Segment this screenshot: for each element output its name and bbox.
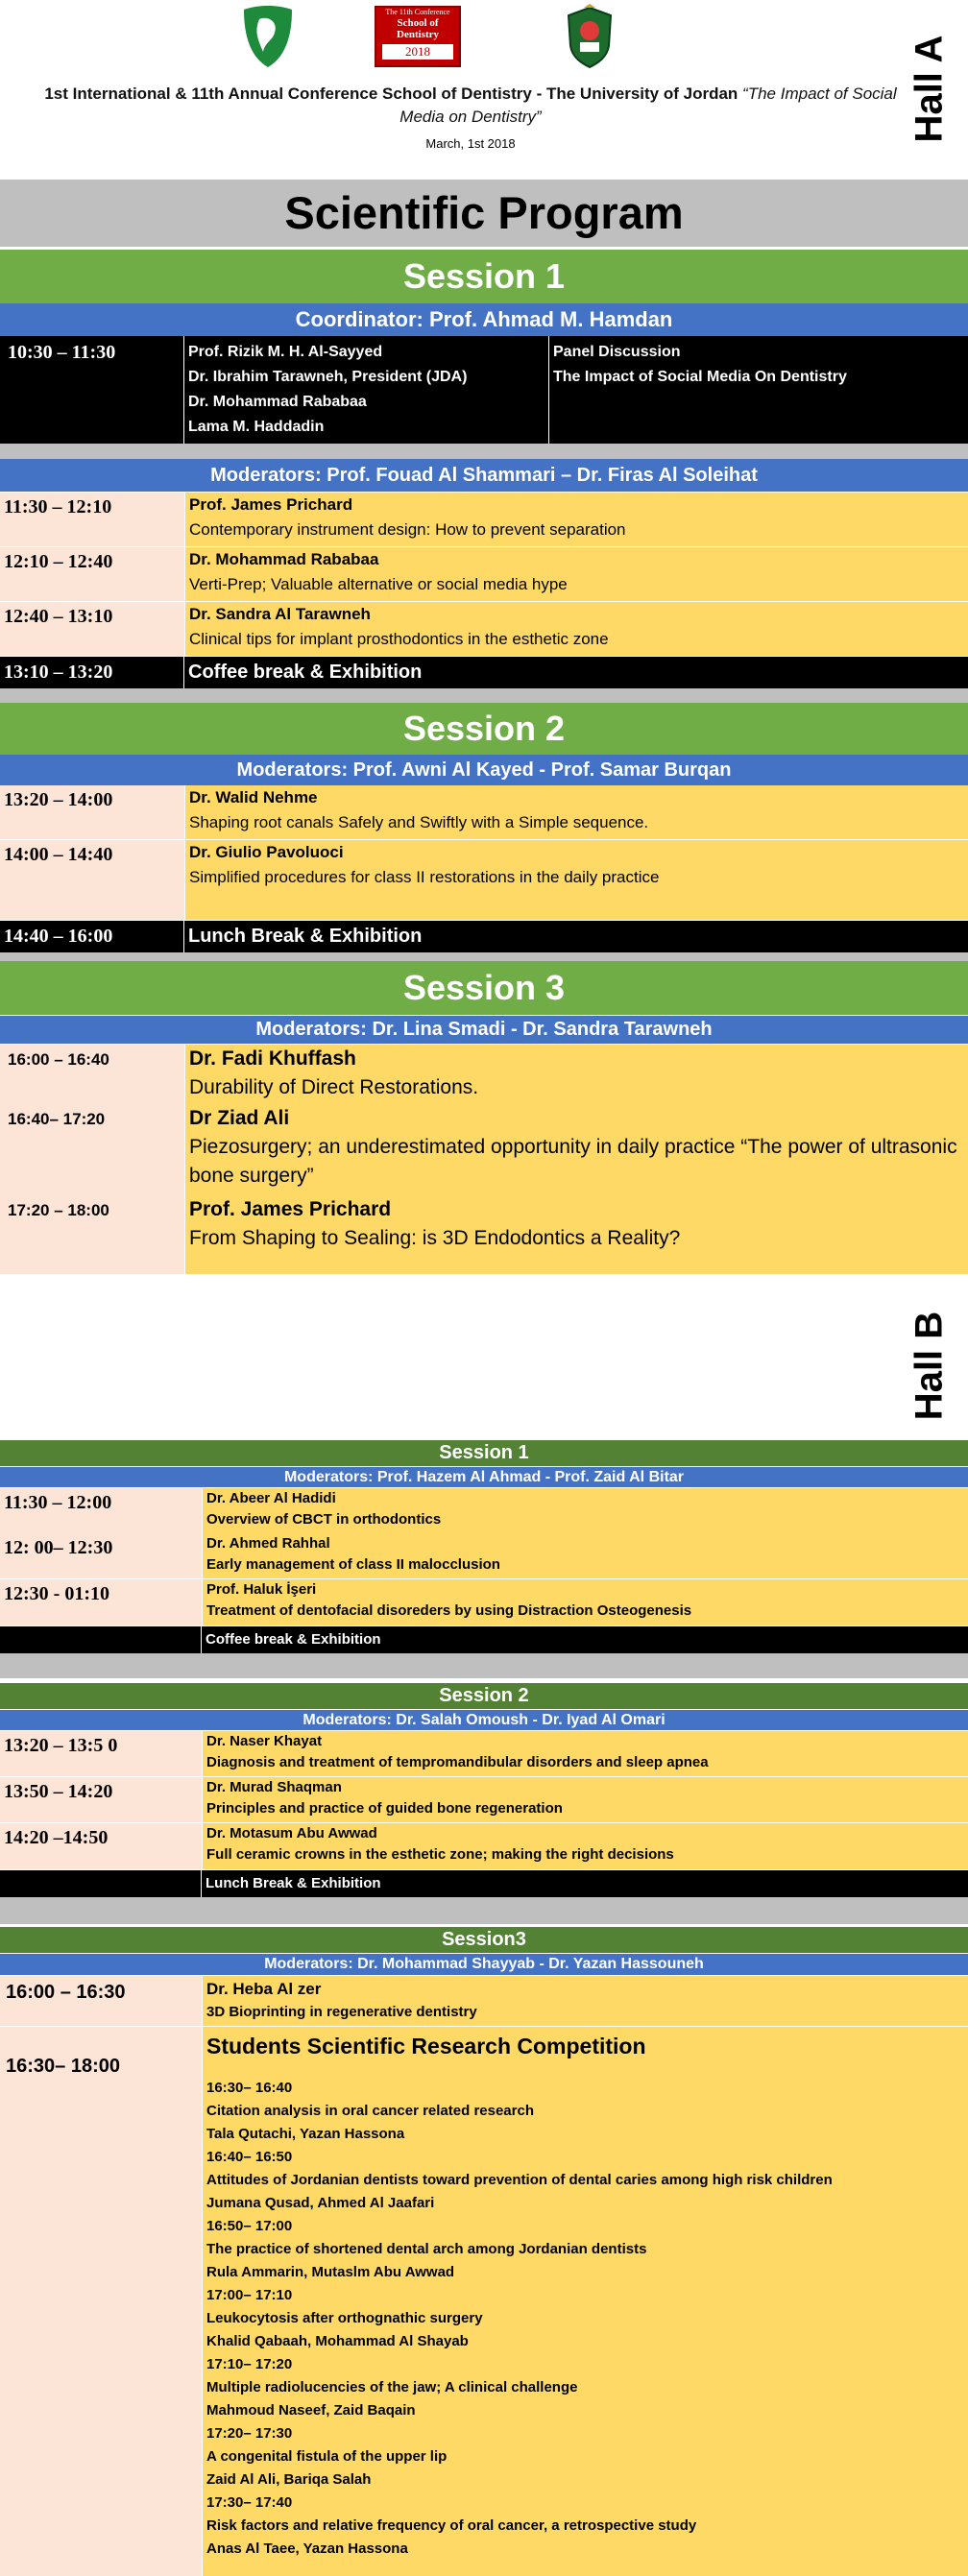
break-row <box>0 1626 968 1653</box>
talk-speaker: Dr. Naser Khayat <box>206 1733 323 1749</box>
session-title: Session3 <box>0 1927 968 1953</box>
talk-topic: Overview of CBCT in orthodontics <box>206 1511 442 1528</box>
competition-authors: Jumana Qusad, Ahmed Al Jaafari <box>206 2195 435 2211</box>
talk-content <box>202 1579 968 1625</box>
competition-authors: Zaid Al Ali, Bariqa Salah <box>206 2471 372 2488</box>
break-row <box>0 657 968 688</box>
break-time-empty <box>0 1626 202 1653</box>
talk-speaker: Prof. James Prichard <box>189 495 353 514</box>
talk-content <box>184 547 968 601</box>
talk-topic: Piezosurgery; an underestimated opportunity in daily practice “The power of ultrasonic bone surgery” <box>189 1136 957 1187</box>
break-row <box>0 921 968 952</box>
talk-content <box>184 1104 968 1195</box>
talk-time: 13:20 – 13:5 0 <box>0 1731 202 1776</box>
hall-b-label: Hall B <box>908 1311 951 1421</box>
header <box>0 0 968 178</box>
competition-time: 17:20– 17:30 <box>206 2425 293 2442</box>
talk-row <box>0 1104 968 1195</box>
program-title: Scientific Program <box>0 180 968 247</box>
separator <box>0 688 968 703</box>
talk-time: 13:20 – 14:00 <box>0 785 184 839</box>
logo-line: 2018 <box>382 44 453 60</box>
talk-speaker: Dr. Ahmed Rahhal <box>206 1535 330 1552</box>
moderators-bar: Moderators: Dr. Salah Omoush - Dr. Iyad Al Omari <box>0 1710 968 1730</box>
talk-time: 11:30 – 12:00 <box>0 1488 202 1533</box>
panel-row <box>0 336 968 444</box>
panelist: Dr. Mohammad Rababaa <box>188 394 367 410</box>
talk-speaker: Dr. Walid Nehme <box>189 788 318 807</box>
talk-speaker: Dr. Murad Shaqman <box>206 1779 342 1795</box>
talk-speaker: Dr. Heba Al zer <box>206 1980 322 1998</box>
talk-row <box>0 1976 968 2026</box>
talk-speaker: Dr. Abeer Al Hadidi <box>206 1490 336 1506</box>
talk-topic: Diagnosis and treatment of tempromandibular disorders and sleep apnea <box>206 1754 709 1770</box>
break-label: Lunch Break & Exhibition <box>206 1875 381 1891</box>
panel-people <box>184 336 549 444</box>
competition-authors: Khalid Qabaah, Mohammad Al Shayab <box>206 2333 469 2349</box>
competition-title: Leukocytosis after orthognathic surgery <box>206 2310 483 2326</box>
shield-logo-left <box>240 4 296 69</box>
panel-label: Panel Discussion <box>553 344 681 360</box>
talk-content <box>184 1045 968 1104</box>
talk-speaker: Dr. Fadi Khuffash <box>189 1047 356 1070</box>
competition-time: 17:00– 17:10 <box>206 2287 293 2303</box>
coordinator-bar: Coordinator: Prof. Ahmad M. Hamdan <box>0 303 968 336</box>
conference-headline <box>38 83 903 129</box>
competition-content <box>202 2027 968 2576</box>
competition-title: Citation analysis in oral cancer related research <box>206 2103 534 2119</box>
break-label: Coffee break & Exhibition <box>206 1631 381 1648</box>
separator <box>0 444 968 459</box>
talk-time: 12:30 - 01:10 <box>0 1579 202 1625</box>
talk-topic: 3D Bioprinting in regenerative dentistry <box>206 2004 477 2020</box>
talk-row <box>0 493 968 546</box>
competition-title: The practice of shortened dental arch among Jordanian dentists <box>206 2241 647 2257</box>
talk-time: 12: 00– 12:30 <box>0 1533 202 1578</box>
panel-time: 10:30 – 11:30 <box>0 336 184 444</box>
talk-speaker: Dr Ziad Ali <box>189 1107 290 1129</box>
competition-title: Risk factors and relative frequency of oral cancer, a retrospective study <box>206 2517 697 2534</box>
talk-content <box>202 1777 968 1822</box>
talk-topic: From Shaping to Sealing: is 3D Endodontics a Reality? <box>189 1227 681 1249</box>
talk-content <box>184 602 968 656</box>
moderators-bar: Moderators: Prof. Awni Al Kayed - Prof. Samar Burqan <box>0 755 968 785</box>
talk-content <box>184 785 968 839</box>
competition-time: 16:30– 18:00 <box>0 2027 202 2576</box>
break-time: 13:10 – 13:20 <box>0 657 184 688</box>
talk-content <box>184 1195 968 1274</box>
talk-topic: Shaping root canals Safely and Swiftly with a Simple sequence. <box>189 813 649 831</box>
separator <box>0 1653 968 1678</box>
talk-content <box>184 493 968 546</box>
competition-time: 16:50– 17:00 <box>206 2218 293 2234</box>
session-title: Session 3 <box>0 961 968 1015</box>
talk-time: 12:10 – 12:40 <box>0 547 184 601</box>
competition-authors: Tala Qutachi, Yazan Hassona <box>206 2126 405 2142</box>
talk-time: 13:50 – 14:20 <box>0 1777 202 1822</box>
talk-time: 11:30 – 12:10 <box>0 493 184 546</box>
talk-speaker: Dr. Giulio Pavoluoci <box>189 843 344 861</box>
talk-speaker: Dr. Mohammad Rababaa <box>189 550 379 568</box>
panel-topic: The Impact of Social Media On Dentistry <box>553 369 847 385</box>
talk-time: 14:00 – 14:40 <box>0 840 184 920</box>
talk-content <box>202 1488 968 1533</box>
talk-content <box>184 840 968 920</box>
talk-content <box>202 1823 968 1869</box>
competition-time: 16:30– 16:40 <box>206 2080 293 2096</box>
logos <box>240 4 605 71</box>
session-title: Session 1 <box>0 250 968 303</box>
talk-content <box>202 1533 968 1578</box>
talk-row <box>0 602 968 656</box>
talk-row <box>0 1777 968 1822</box>
talk-row <box>0 1195 968 1274</box>
talk-content <box>202 1731 968 1776</box>
panelist: Dr. Ibrahim Tarawneh, President (JDA) <box>188 369 468 385</box>
break-time-empty <box>0 1870 202 1897</box>
panel-info <box>549 336 968 444</box>
talk-topic: Contemporary instrument design: How to prevent separation <box>189 520 626 539</box>
talk-time: 14:20 –14:50 <box>0 1823 202 1869</box>
separator <box>0 1897 968 1924</box>
talk-topic: Durability of Direct Restorations. <box>189 1076 479 1098</box>
competition-list <box>206 2077 968 2561</box>
talk-speaker: Prof. James Prichard <box>189 1198 392 1220</box>
conference-title: 1st International & 11th Annual Conference School of Dentistry - The University of Jordan <box>44 84 738 103</box>
talk-row <box>0 785 968 839</box>
talk-time: 17:20 – 18:00 <box>0 1195 184 1274</box>
talk-row <box>0 1533 968 1578</box>
talk-row <box>0 1579 968 1625</box>
moderators-bar: Moderators: Dr. Lina Smadi - Dr. Sandra Tarawneh <box>0 1016 968 1044</box>
talk-speaker: Dr. Motasum Abu Awwad <box>206 1825 377 1842</box>
competition-title: Attitudes of Jordanian dentists toward prevention of dental caries among high risk children <box>206 2172 833 2188</box>
logo-line: The 11th Conference <box>385 8 450 16</box>
competition-time: 17:30– 17:40 <box>206 2494 293 2511</box>
competition-authors: Anas Al Taee, Yazan Hassona <box>206 2540 408 2557</box>
session-title: Session 1 <box>0 1440 968 1466</box>
talk-topic: Clinical tips for implant prosthodontics in the esthetic zone <box>189 630 609 648</box>
competition-time: 17:10– 17:20 <box>206 2356 293 2372</box>
competition-authors: Rula Ammarin, Mutaslm Abu Awwad <box>206 2264 455 2280</box>
break-time: 14:40 – 16:00 <box>0 921 184 952</box>
talk-speaker: Prof. Haluk İşeri <box>206 1581 317 1598</box>
session-title: Session 2 <box>0 703 968 755</box>
conference-theme: “The Impact of Social Media on Dentistry” <box>399 84 897 126</box>
talk-topic: Verti-Prep; Valuable alternative or social media hype <box>189 575 568 593</box>
break-row <box>0 1870 968 1897</box>
talk-time: 16:40– 17:20 <box>0 1104 184 1195</box>
logo-line: School of <box>397 17 439 29</box>
moderators-bar: Moderators: Dr. Mohammad Shayyab - Dr. Yazan Hassouneh <box>0 1954 968 1975</box>
panelist: Lama M. Haddadin <box>188 419 325 435</box>
competition-row <box>0 2027 968 2576</box>
talk-topic: Early management of class II malocclusion <box>206 1556 500 1573</box>
competition-title: A congenital fistula of the upper lip <box>206 2448 448 2465</box>
session-title: Session 2 <box>0 1683 968 1709</box>
talk-time: 12:40 – 13:10 <box>0 602 184 656</box>
talk-topic: Simplified procedures for class II restorations in the daily practice <box>189 868 660 886</box>
conference-date: March, 1st 2018 <box>425 136 516 151</box>
university-emblem <box>563 4 617 69</box>
talk-row <box>0 1045 968 1104</box>
talk-topic: Principles and practice of guided bone regeneration <box>206 1800 563 1817</box>
talk-row <box>0 840 968 920</box>
competition-title: Multiple radiolucencies of the jaw; A clinical challenge <box>206 2379 578 2395</box>
talk-row <box>0 547 968 601</box>
competition-title: Students Scientific Research Competition <box>206 2034 646 2058</box>
talk-row <box>0 1488 968 1533</box>
hall-a-label: Hall A <box>908 35 951 143</box>
talk-content <box>202 1976 968 2026</box>
panelist: Prof. Rizik M. H. Al-Sayyed <box>188 344 383 360</box>
talk-time: 16:00 – 16:30 <box>0 1976 202 2026</box>
logo-line: Dentistry <box>397 29 439 40</box>
talk-speaker: Dr. Sandra Al Tarawneh <box>189 605 371 623</box>
competition-authors: Mahmoud Naseef, Zaid Baqain <box>206 2402 416 2419</box>
moderators-bar: Moderators: Prof. Hazem Al Ahmad - Prof. Zaid Al Bitar <box>0 1467 968 1487</box>
talk-topic: Full ceramic crowns in the esthetic zone; making the right decisions <box>206 1846 674 1863</box>
moderators-bar: Moderators: Prof. Fouad Al Shammari – Dr. Firas Al Soleihat <box>0 459 968 492</box>
talk-topic: Treatment of dentofacial disoreders by using Distraction Osteogenesis <box>206 1602 692 1619</box>
talk-time: 16:00 – 16:40 <box>0 1045 184 1104</box>
break-label: Coffee break & Exhibition <box>188 662 423 683</box>
conference-logo <box>375 6 461 67</box>
talk-row <box>0 1731 968 1776</box>
separator <box>0 952 968 961</box>
competition-time: 16:40– 16:50 <box>206 2149 293 2165</box>
break-label: Lunch Break & Exhibition <box>188 926 423 947</box>
talk-row <box>0 1823 968 1869</box>
